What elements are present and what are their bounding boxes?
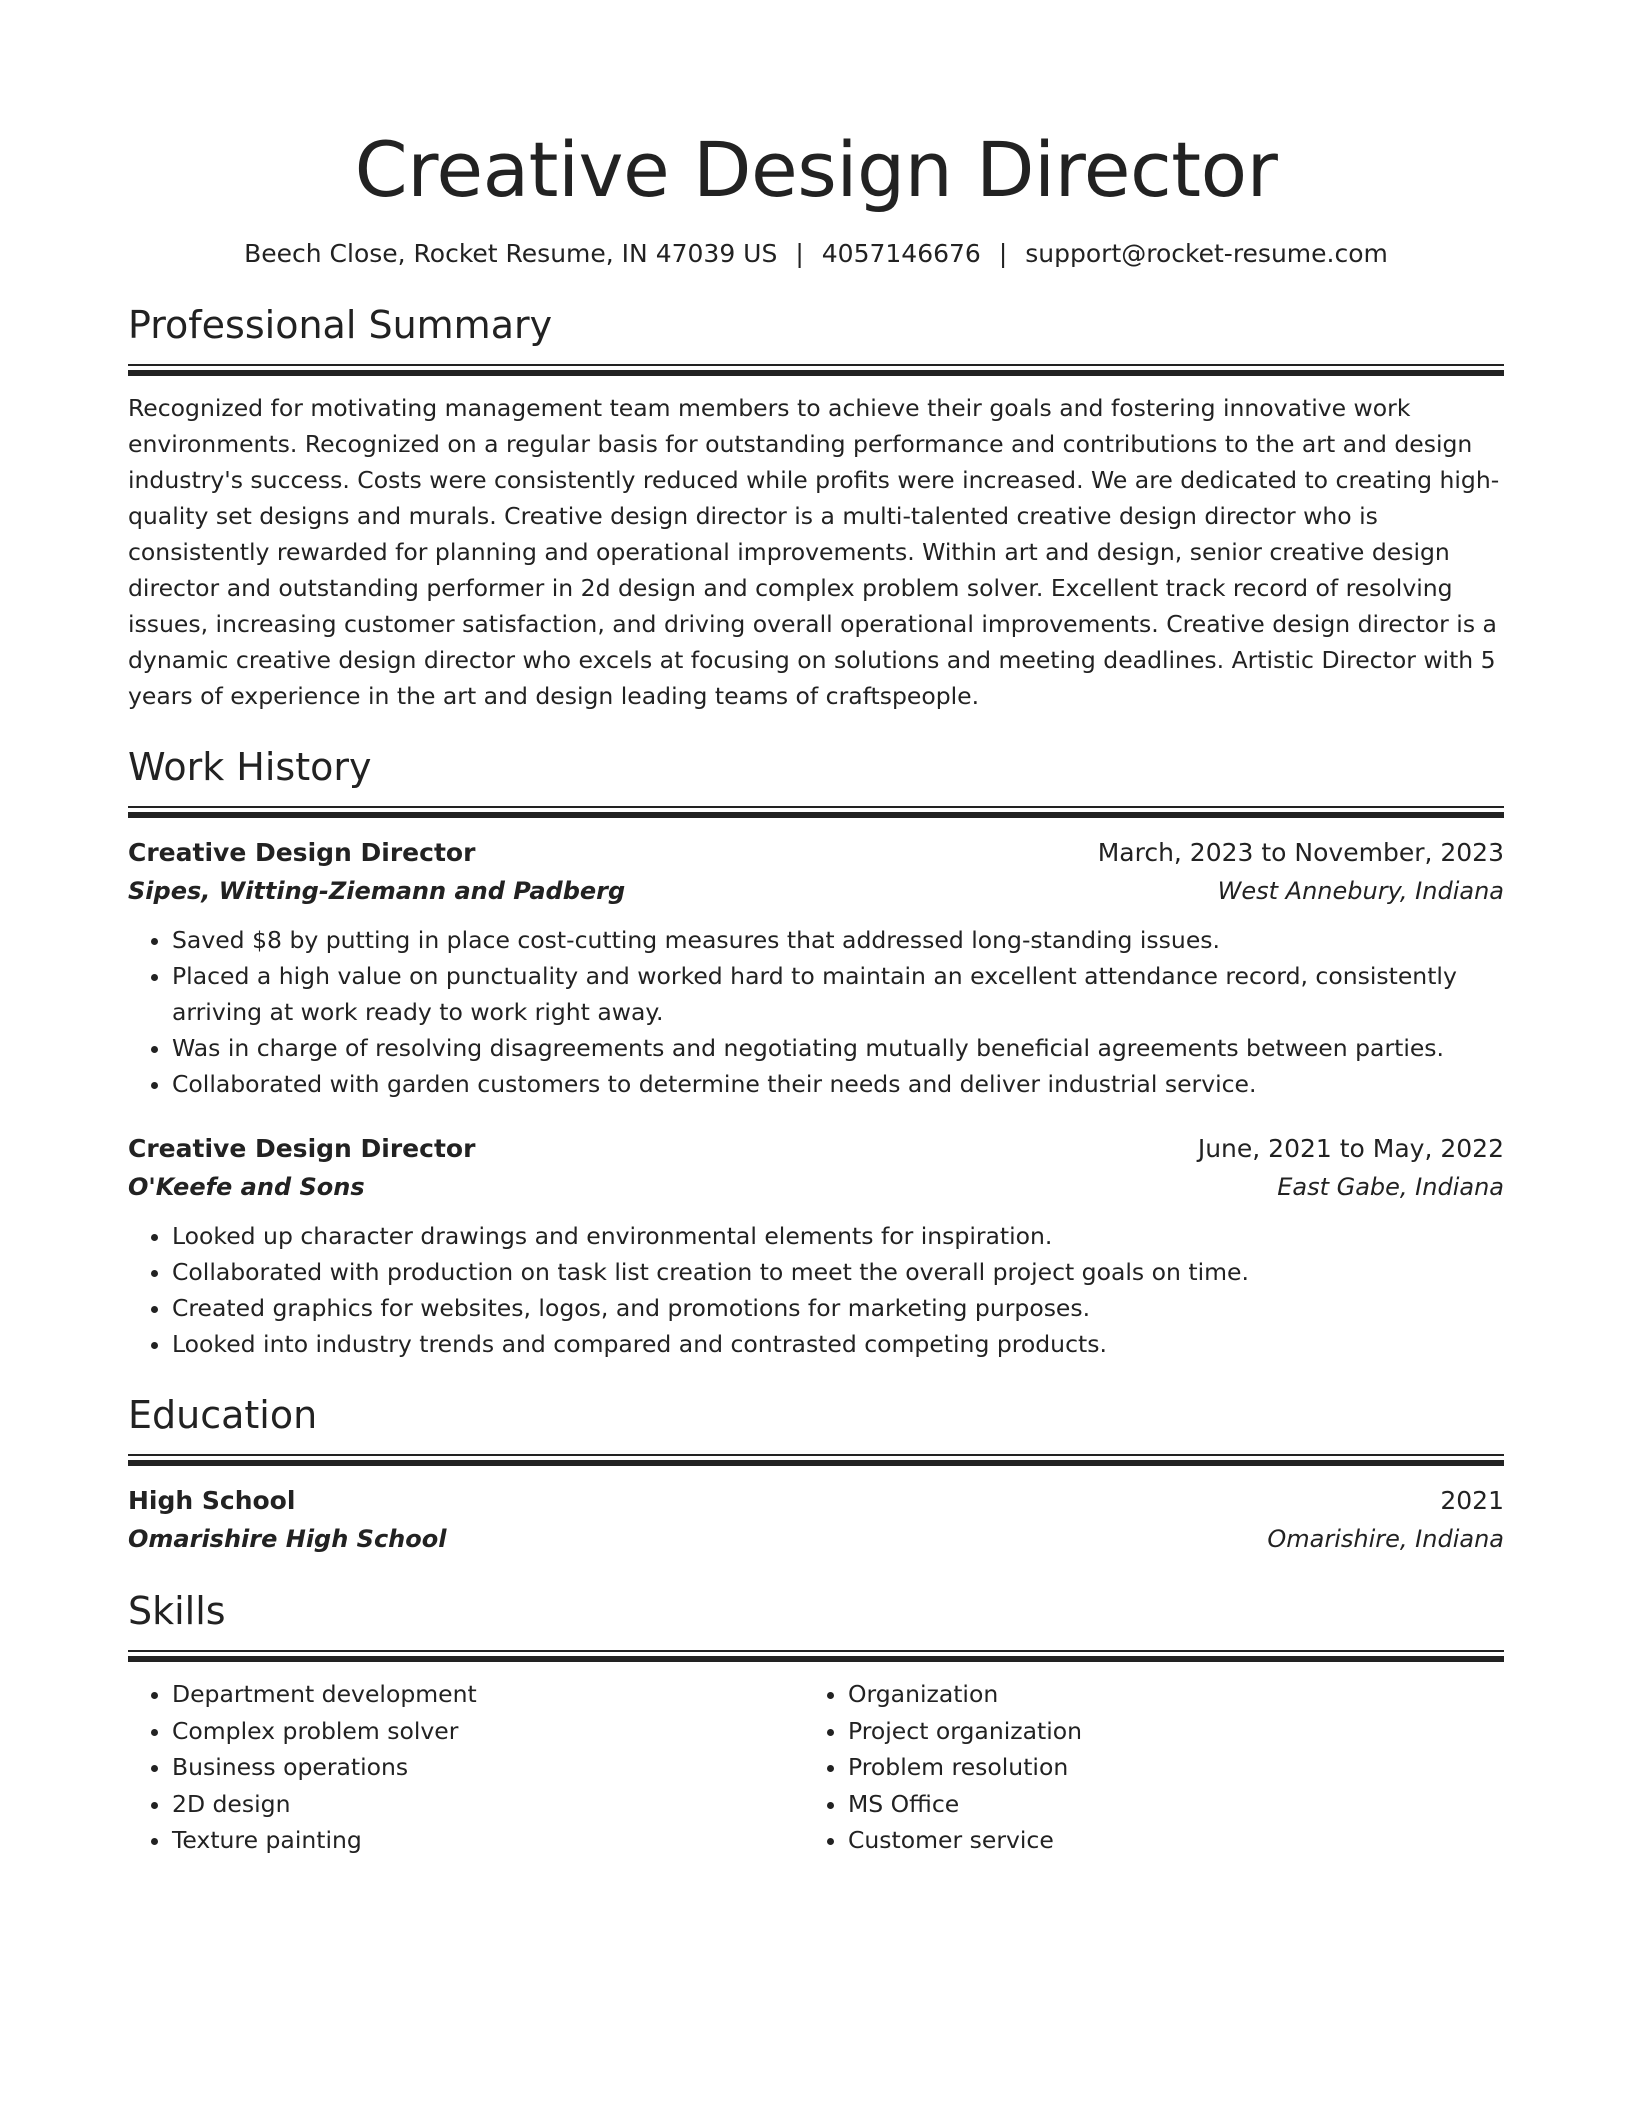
skill-item: • Problem resolution	[848, 1749, 1480, 1786]
contact-line	[128, 236, 1504, 272]
contact-address: Beech Close, Rocket Resume, IN 47039 US	[244, 239, 778, 268]
list-item: • Collaborated with garden customers to determine their needs and deliver industrial service.	[172, 1066, 1504, 1102]
job-company: O'Keefe and Sons	[128, 1173, 365, 1201]
skill-item: • Project organization	[848, 1713, 1480, 1750]
education-degree: High School	[128, 1486, 296, 1515]
section-title-summary: Professional Summary	[128, 303, 553, 347]
skills-column-right	[804, 1676, 1480, 1859]
contact-phone: 4057146676	[821, 239, 981, 268]
section-divider	[128, 364, 1504, 376]
job-entry	[128, 834, 1504, 1102]
job-bullets	[128, 1218, 1504, 1362]
summary-section	[128, 300, 1504, 714]
job-dates: March, 2023 to November, 2023	[1097, 838, 1504, 867]
list-item: • Placed a high value on punctuality and worked hard to maintain an excellent attendance record, consistently arriving at work ready to work right away.	[172, 958, 1504, 1030]
list-item: • Saved $8 by putting in place cost-cutting measures that addressed long-standing issues.	[172, 922, 1504, 958]
job-dates: June, 2021 to May, 2022	[1197, 1134, 1504, 1163]
education-year: 2021	[1440, 1486, 1504, 1515]
education-school: Omarishire High School	[128, 1525, 447, 1553]
list-item: • Created graphics for websites, logos, and promotions for marketing purposes.	[172, 1290, 1504, 1326]
contact-email: support@rocket-resume.com	[1025, 239, 1388, 268]
job-bullets	[128, 922, 1504, 1102]
section-divider	[128, 1454, 1504, 1466]
list-item: • Collaborated with production on task list creation to meet the overall project goals on time.	[172, 1254, 1504, 1290]
education-entry	[128, 1482, 1504, 1558]
job-location: East Gabe, Indiana	[1277, 1173, 1504, 1201]
resume-page	[128, 120, 1504, 1859]
skill-item: • Department development	[172, 1676, 804, 1713]
skill-item: • Organization	[848, 1676, 1480, 1713]
list-item: • Looked into industry trends and compared and contrasted competing products.	[172, 1326, 1504, 1362]
section-divider	[128, 1650, 1504, 1662]
skill-item: • Business operations	[172, 1749, 804, 1786]
job-entry	[128, 1130, 1504, 1362]
job-company: Sipes, Witting-Ziemann and Padberg	[128, 877, 626, 905]
resume-name: Creative Design Director	[354, 125, 1278, 214]
section-title-work-history: Work History	[128, 745, 372, 789]
list-item: • Looked up character drawings and environmental elements for inspiration.	[172, 1218, 1504, 1254]
section-title-education: Education	[128, 1393, 318, 1437]
summary-text: Recognized for motivating management team members to achieve their goals and fostering innovative work environments. Recognized on a regular basis for outstanding performance and contributions to the art and design industry's success. Costs were consistently reduced while profits were increased. We are dedicated to creating high-quality set designs and murals. Creative design director is a multi-talented creative design director who is consistently rewarded for planning and operational improvements. Within art and design, senior creative design director and outstanding performer in 2d design and complex problem solver. Excellent track record of resolving issues, increasing customer satisfaction, and driving overall operational improvements. Creative design director is a dynamic creative design director who excels at focusing on solutions and meeting deadlines. Artistic Director with 5 years of experience in the art and design leading teams of craftspeople.	[128, 394, 1500, 710]
skill-item: • MS Office	[848, 1786, 1480, 1823]
job-title: Creative Design Director	[128, 838, 476, 867]
skills-grid	[128, 1676, 1504, 1859]
section-divider	[128, 806, 1504, 818]
skills-section	[128, 1586, 1504, 1859]
skills-column-left	[128, 1676, 804, 1859]
job-title: Creative Design Director	[128, 1134, 476, 1163]
skill-item: • 2D design	[172, 1786, 804, 1823]
work-history-section	[128, 742, 1504, 1362]
contact-separator: |	[795, 239, 804, 268]
contact-separator: |	[998, 239, 1008, 268]
job-location: West Annebury, Indiana	[1217, 877, 1504, 905]
list-item: • Was in charge of resolving disagreements and negotiating mutually beneficial agreements between parties.	[172, 1030, 1504, 1066]
skill-item: • Customer service	[848, 1822, 1480, 1859]
skill-item: • Complex problem solver	[172, 1713, 804, 1750]
section-title-skills: Skills	[128, 1589, 226, 1633]
education-location: Omarishire, Indiana	[1267, 1525, 1504, 1553]
skill-item: • Texture painting	[172, 1822, 804, 1859]
education-section	[128, 1390, 1504, 1558]
